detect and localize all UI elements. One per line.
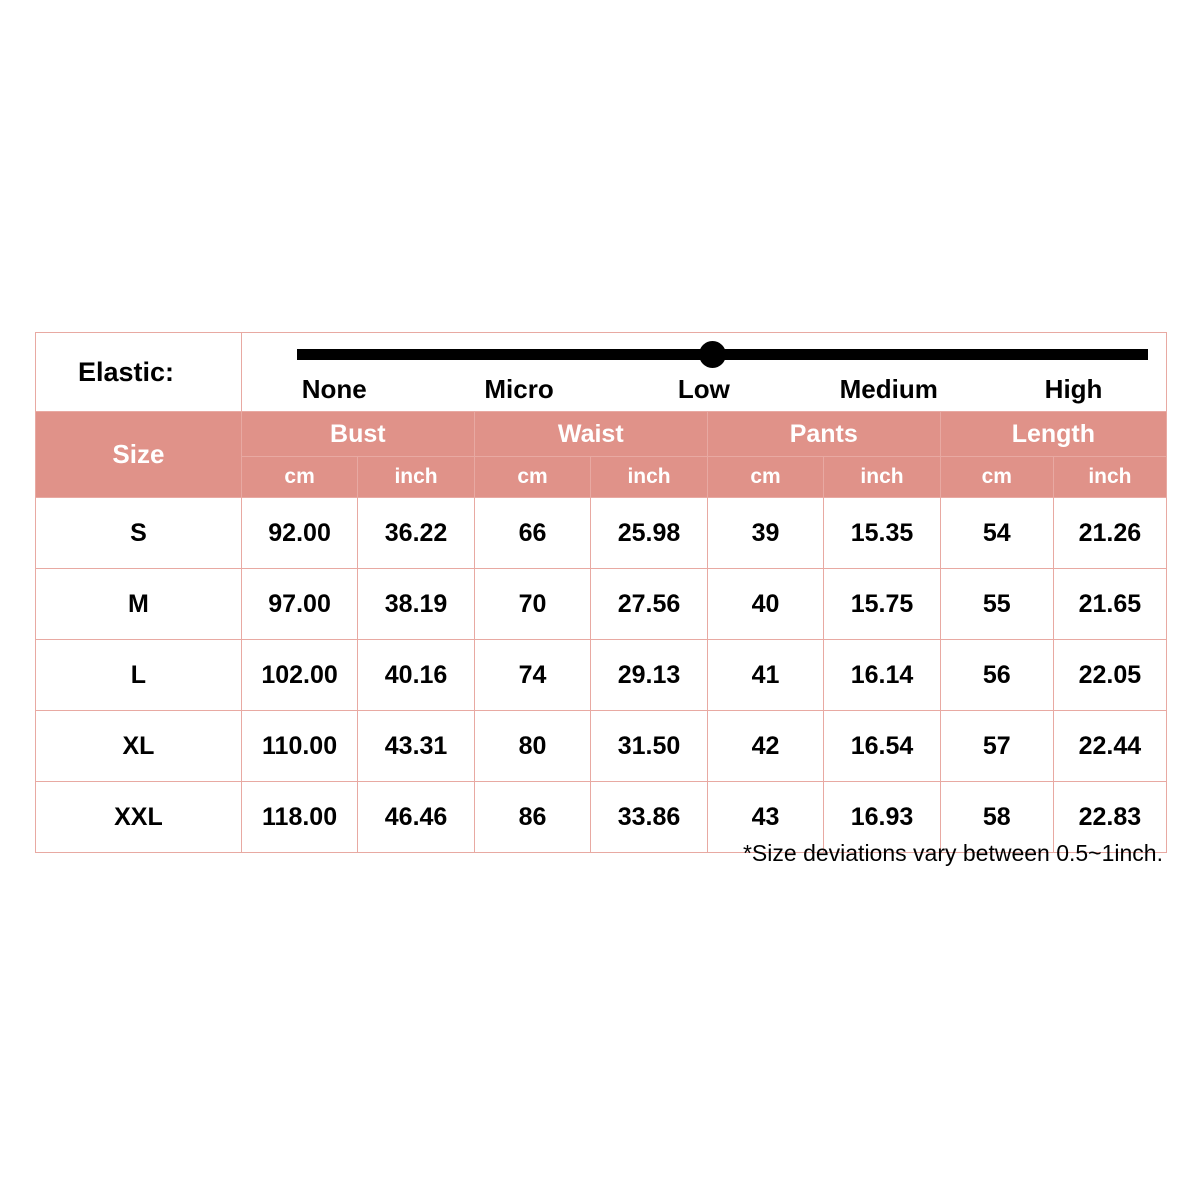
cell-pants-inch: 15.75 xyxy=(824,569,940,640)
column-group-bust: Bust xyxy=(241,412,474,457)
cell-waist-inch: 33.86 xyxy=(591,782,707,853)
cell-length-cm: 57 xyxy=(940,711,1053,782)
cell-length-inch: 21.26 xyxy=(1053,498,1166,569)
cell-waist-cm: 70 xyxy=(474,569,590,640)
elastic-marker-dot xyxy=(699,341,726,368)
elastic-level-low: Low xyxy=(677,374,730,404)
cell-bust-cm: 102.00 xyxy=(241,640,357,711)
unit-bust-cm: cm xyxy=(241,457,357,498)
elastic-tick-labels xyxy=(242,374,1166,405)
size-deviation-note: *Size deviations vary between 0.5~1inch. xyxy=(742,840,1163,866)
row-size-label: XXL xyxy=(36,782,242,853)
cell-pants-cm: 42 xyxy=(707,711,823,782)
cell-waist-inch: 27.56 xyxy=(591,569,707,640)
cell-length-cm: 58 xyxy=(940,782,1053,853)
elastic-label: Elastic: xyxy=(36,333,242,412)
elastic-level-medium: Medium xyxy=(839,374,938,404)
table-row xyxy=(36,569,1167,640)
cell-bust-cm: 92.00 xyxy=(241,498,357,569)
cell-pants-cm: 43 xyxy=(707,782,823,853)
size-table xyxy=(35,332,1167,853)
cell-length-inch: 22.83 xyxy=(1053,782,1166,853)
cell-pants-inch: 16.54 xyxy=(824,711,940,782)
cell-waist-inch: 31.50 xyxy=(591,711,707,782)
cell-length-inch: 21.65 xyxy=(1053,569,1166,640)
cell-bust-inch: 43.31 xyxy=(358,711,474,782)
row-size-label: S xyxy=(36,498,242,569)
column-group-pants: Pants xyxy=(707,412,940,457)
unit-pants-inch: inch xyxy=(824,457,940,498)
cell-bust-inch: 40.16 xyxy=(358,640,474,711)
elastic-level-micro: Micro xyxy=(484,374,554,404)
cell-pants-inch: 15.35 xyxy=(824,498,940,569)
cell-pants-inch: 16.93 xyxy=(824,782,940,853)
cell-waist-cm: 80 xyxy=(474,711,590,782)
size-chart xyxy=(35,332,1167,866)
cell-length-cm: 55 xyxy=(940,569,1053,640)
cell-waist-cm: 74 xyxy=(474,640,590,711)
cell-length-cm: 54 xyxy=(940,498,1053,569)
cell-bust-cm: 110.00 xyxy=(241,711,357,782)
elastic-row xyxy=(36,333,1167,412)
cell-waist-cm: 86 xyxy=(474,782,590,853)
column-group-waist: Waist xyxy=(474,412,707,457)
unit-pants-cm: cm xyxy=(707,457,823,498)
unit-length-inch: inch xyxy=(1053,457,1166,498)
unit-waist-cm: cm xyxy=(474,457,590,498)
row-size-label: XL xyxy=(36,711,242,782)
table-row xyxy=(36,498,1167,569)
cell-length-cm: 56 xyxy=(940,640,1053,711)
cell-bust-inch: 36.22 xyxy=(358,498,474,569)
elastic-level-none: None xyxy=(301,374,367,404)
cell-pants-cm: 41 xyxy=(707,640,823,711)
unit-bust-inch: inch xyxy=(358,457,474,498)
cell-bust-inch: 38.19 xyxy=(358,569,474,640)
cell-waist-cm: 66 xyxy=(474,498,590,569)
cell-pants-cm: 39 xyxy=(707,498,823,569)
cell-pants-inch: 16.14 xyxy=(824,640,940,711)
cell-bust-inch: 46.46 xyxy=(358,782,474,853)
cell-waist-inch: 25.98 xyxy=(591,498,707,569)
cell-bust-cm: 118.00 xyxy=(241,782,357,853)
elastic-level-high: High xyxy=(1044,374,1103,404)
cell-pants-cm: 40 xyxy=(707,569,823,640)
table-row xyxy=(36,711,1167,782)
unit-length-cm: cm xyxy=(940,457,1053,498)
table-row xyxy=(36,640,1167,711)
cell-length-inch: 22.05 xyxy=(1053,640,1166,711)
cell-waist-inch: 29.13 xyxy=(591,640,707,711)
cell-length-inch: 22.44 xyxy=(1053,711,1166,782)
unit-waist-inch: inch xyxy=(591,457,707,498)
row-size-label: M xyxy=(36,569,242,640)
row-size-label: L xyxy=(36,640,242,711)
cell-bust-cm: 97.00 xyxy=(241,569,357,640)
column-group-length: Length xyxy=(940,412,1166,457)
elastic-scale xyxy=(241,333,1166,412)
column-header-size: Size xyxy=(36,412,242,498)
group-header-row xyxy=(36,412,1167,457)
